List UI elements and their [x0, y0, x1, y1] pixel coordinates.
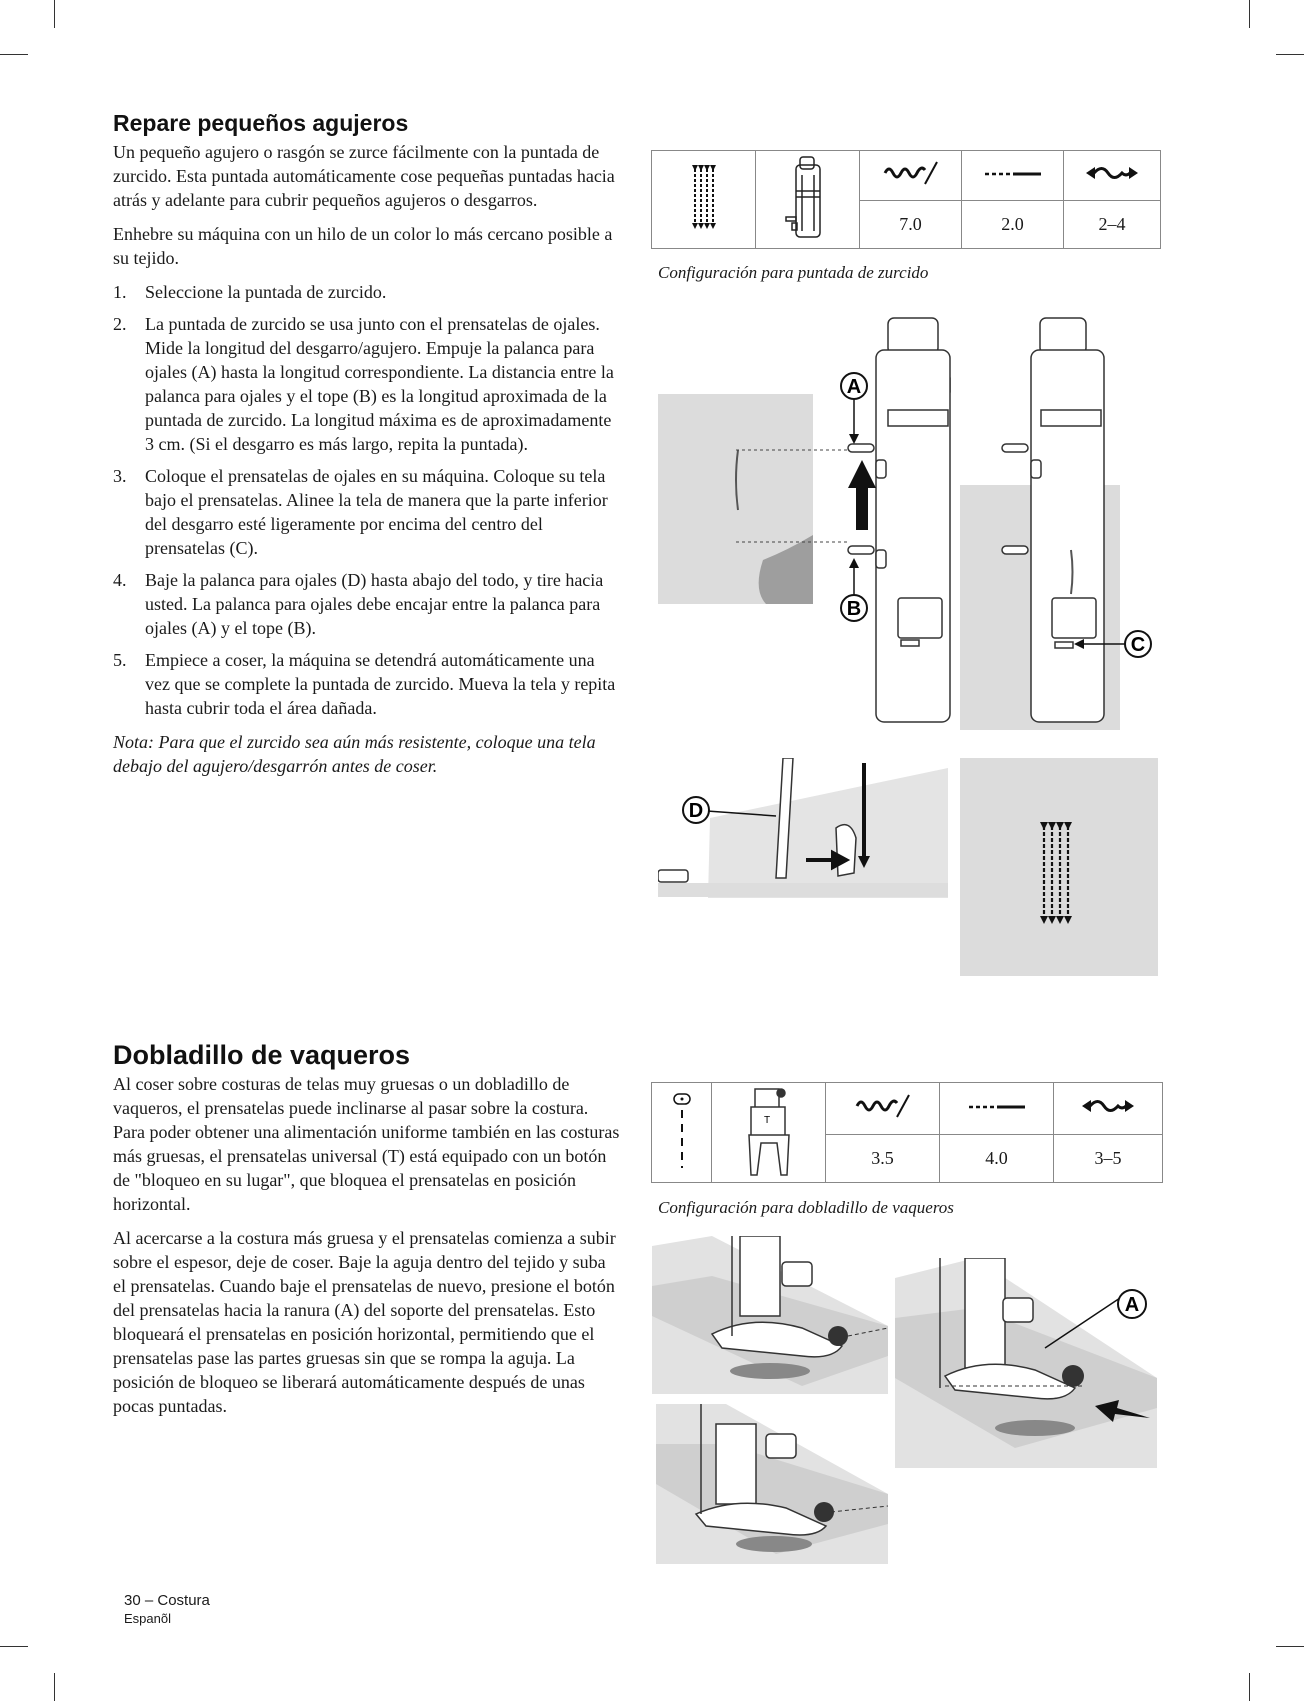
- darning-intro: Un pequeño agujero o rasgón se zurce fácilmente con la puntada de zurcido. Esta puntada automáticamente cose pequeñas puntadas hacia atrás y adelante para cubrir pequeños agujeros o desgarros.: [113, 142, 615, 210]
- step-text: Empiece a coser, la máquina se detendrá automáticamente una vez que se complete la puntada de zurcido. Mueva la tela y repita hasta cubrir toda el área dañada.: [145, 650, 616, 718]
- crop-mark: [0, 1646, 28, 1647]
- crop-mark: [1249, 0, 1250, 28]
- length-icon: [962, 151, 1064, 201]
- darning-thread-note: Enhebre su máquina con un hilo de un color lo más cercano posible a su tejido.: [113, 224, 613, 268]
- step-number: 5.: [113, 650, 127, 670]
- step-text: Seleccione la puntada de zurcido.: [145, 282, 387, 302]
- step-item: [113, 568, 623, 640]
- section-title-darning: Repare pequeños agujeros: [113, 110, 409, 136]
- jeans-hem-body: [113, 1072, 623, 1428]
- width-icon: [860, 151, 962, 201]
- jeans-hem-settings-table: [651, 1082, 1163, 1183]
- straight-stitch-icon: [652, 1083, 712, 1183]
- jeans-hem-caption: Configuración para dobladillo de vaqueros: [658, 1198, 954, 1217]
- darning-note: Nota: Para que el zurcido sea aún más resistente, coloque una tela debajo del agujero/desgarrón antes de coser.: [113, 732, 596, 776]
- section-title-jeans-hem: Dobladillo de vaqueros: [113, 1040, 411, 1070]
- label-b: B: [846, 598, 862, 620]
- length-icon: [940, 1083, 1054, 1135]
- buttonhole-foot-icon: [756, 151, 860, 249]
- tension-value: 3–5: [1054, 1135, 1163, 1183]
- darning-caption: Configuración para puntada de zurcido: [658, 263, 929, 282]
- step-item: [113, 464, 623, 560]
- jeans-hem-para2: Al acercarse a la costura más gruesa y el prensatelas comienza a subir sobre el espesor, deje de coser. Baje la aguja dentro del tejido y suba el prensatelas. Cuando baje el prensatelas de nuevo, presione el botón del prensatelas hacia la ranura (A) del soporte del prensatelas. Esto bloqueará el prensatelas en posición horizontal, permitiendo que el prensatelas pase las partes gruesas sin que se rompa la aguja. La posición de bloqueo se liberará automáticamente después de unas pocas puntadas.: [113, 1228, 616, 1416]
- jeans-hem-illustration-3: [656, 1404, 888, 1564]
- darning-steps: [113, 280, 623, 720]
- step-number: 3.: [113, 466, 127, 486]
- darning-settings-table: [651, 150, 1161, 249]
- jeans-hem-illustration-2: [895, 1258, 1157, 1468]
- crop-mark: [1276, 1646, 1304, 1647]
- width-value: 7.0: [860, 201, 962, 249]
- step-item: [113, 280, 623, 304]
- buttonhole-foot-illustration: [658, 310, 1158, 730]
- darning-stitch-icon: [652, 151, 756, 249]
- darned-fabric-illustration: [960, 758, 1158, 976]
- tension-icon: [1064, 151, 1161, 201]
- step-text: Baje la palanca para ojales (D) hasta abajo del todo, y tire hacia usted. La palanca para ojales debe encajar entre la palanca para ojales (A) y el tope (B).: [145, 570, 604, 638]
- width-value: 3.5: [826, 1135, 940, 1183]
- step-text: Coloque el prensatelas de ojales en su máquina. Coloque su tela bajo el prensatelas. Alinee la tela de manera que la parte inferior del desgarro esté ligeramente por encima del centro del prensatelas (C).: [145, 466, 608, 558]
- length-value: 4.0: [940, 1135, 1054, 1183]
- jeans-hem-illustration-1: [652, 1236, 888, 1394]
- lever-illustration: [658, 758, 948, 903]
- crop-mark: [1276, 54, 1304, 55]
- step-item: [113, 648, 623, 720]
- crop-mark: [54, 0, 55, 28]
- step-text: La puntada de zurcido se usa junto con el prensatelas de ojales. Mide la longitud del desgarro/agujero. Empuje la palanca para ojales (A) hasta la longitud correspondiente. La distancia entre la palanca para ojales y el tope (B) es la longitud aproximada de la puntada de zurcido. La longitud máxima es de aproximadamente 3 cm. (Si el desgarro es más largo, repita la puntada).: [145, 314, 614, 454]
- step-item: [113, 312, 623, 456]
- step-number: 4.: [113, 570, 127, 590]
- universal-foot-icon: [712, 1083, 826, 1183]
- label-a: A: [846, 376, 862, 398]
- footer-language: Espanõl: [124, 1611, 171, 1626]
- length-value: 2.0: [962, 201, 1064, 249]
- crop-mark: [0, 54, 28, 55]
- label-a-jeans: A: [1124, 1294, 1140, 1316]
- label-c: C: [1130, 634, 1146, 656]
- step-number: 2.: [113, 314, 127, 334]
- width-icon: [826, 1083, 940, 1135]
- foot-letter: T: [763, 1115, 770, 1126]
- footer-page-number: 30 – Costura: [124, 1592, 210, 1609]
- label-d: D: [688, 800, 704, 822]
- tension-value: 2–4: [1064, 201, 1161, 249]
- crop-mark: [54, 1673, 55, 1701]
- tension-icon: [1054, 1083, 1163, 1135]
- darning-body: [113, 140, 623, 788]
- crop-mark: [1249, 1673, 1250, 1701]
- jeans-hem-para1: Al coser sobre costuras de telas muy gruesas o un dobladillo de vaqueros, el prensatelas puede inclinarse al pasar sobre la costura. Para poder obtener una alimentación uniforme también en las costuras más gruesas, el prensatelas universal (T) está equipado con un botón de "bloqueo en su lugar", que bloquea el prensatelas en posición horizontal.: [113, 1074, 620, 1214]
- step-number: 1.: [113, 282, 127, 302]
